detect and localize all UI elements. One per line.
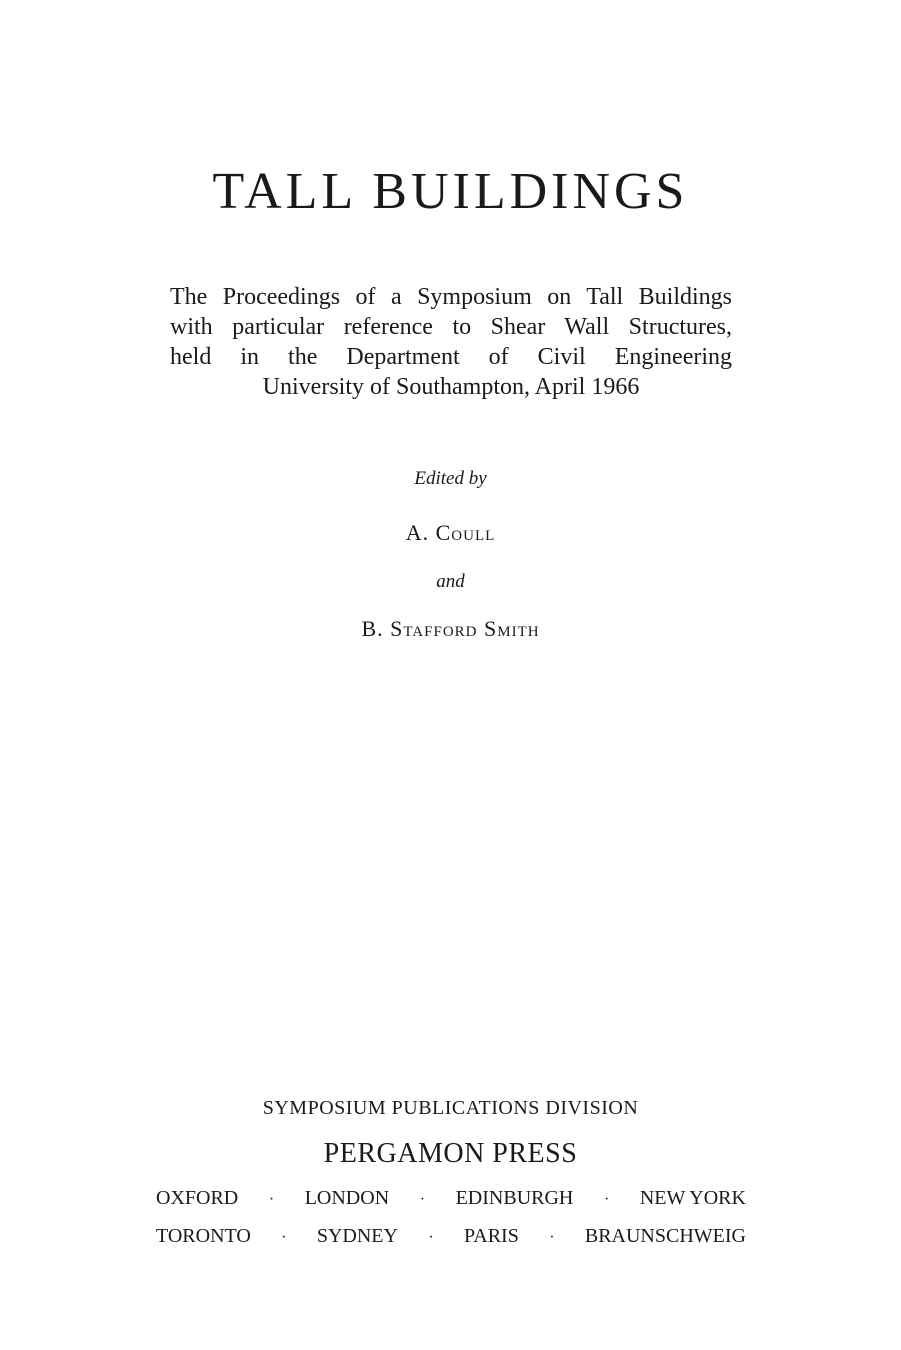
city: LONDON [304,1187,390,1209]
city: NEW YORK [639,1187,746,1209]
editor-name: A. Coull [405,520,496,545]
city: SYDNEY [316,1225,398,1247]
subtitle-line: The Proceedings of a Symposium on Tall Buildings [170,284,732,310]
publisher-name: PERGAMON PRESS [323,1138,578,1169]
subtitle-line: with particular reference to Shear Wall Structures, [170,314,732,340]
separator-dot: · [419,1191,426,1208]
subtitle-line: University of Southampton, April 1966 [262,374,640,400]
separator-dot: · [603,1191,610,1208]
city: PARIS [463,1225,519,1247]
city: EDINBURGH [455,1187,574,1209]
publisher-division: SYMPOSIUM PUBLICATIONS DIVISION [262,1097,639,1119]
subtitle-block [170,282,732,402]
separator-dot: · [549,1229,555,1246]
edited-by-label: Edited by [414,468,487,489]
city: BRAUNSCHWEIG [584,1225,746,1247]
book-title: TALL BUILDINGS [212,163,689,220]
publisher-cities-row [156,1187,746,1210]
editor-name: B. Stafford Smith [361,616,540,641]
city: OXFORD [156,1187,239,1209]
separator-dot: · [268,1191,275,1208]
publisher-cities-row [156,1225,746,1248]
city: TORONTO [156,1225,251,1247]
conjunction-label: and [436,571,465,592]
separator-dot: · [428,1229,434,1246]
separator-dot: · [281,1229,287,1246]
subtitle-line: held in the Department of Civil Engineering [170,344,732,370]
